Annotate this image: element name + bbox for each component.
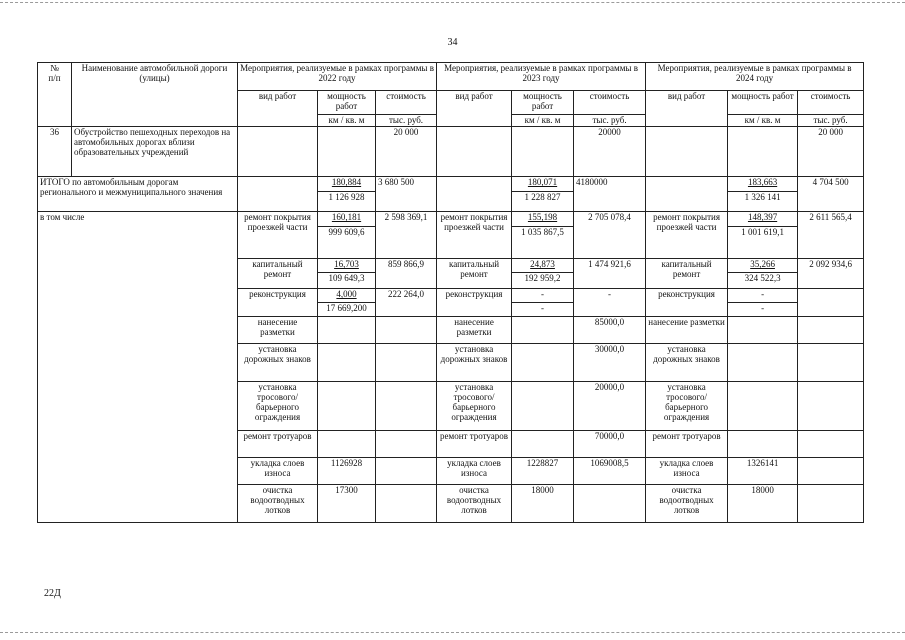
reconstruction-work-2024: реконструкция: [646, 289, 728, 317]
wearing-cap-2022: 1126928: [318, 458, 376, 485]
repair-cap-2024-km: 148,397: [728, 212, 798, 227]
header-year-2023: Мероприятия, реализуемые в рамках программы в 2023 году: [437, 63, 646, 91]
signs-work-2024: установка дорожных знаков: [646, 344, 728, 382]
drain-cap-2024: 18000: [728, 485, 798, 523]
marking-work-2024: нанесение разметки: [646, 317, 728, 344]
signs-work-2022: установка дорожных знаков: [238, 344, 318, 382]
total-cost-2024: 4 704 500: [798, 177, 864, 212]
unit-cost-2023: тыс. руб.: [574, 115, 646, 127]
sidewalk-work-2023: ремонт тротуаров: [437, 431, 512, 458]
unit-cost-2024: тыс. руб.: [798, 115, 864, 127]
drain-cap-2022: 17300: [318, 485, 376, 523]
reconstruction-work-2022: реконструкция: [238, 289, 318, 317]
marking-work-2023: нанесение разметки: [437, 317, 512, 344]
row36-cost-2022: 20 000: [376, 127, 437, 177]
header-capacity-2024: мощность работ: [728, 91, 798, 115]
capital-work-2023: капитальный ремонт: [437, 259, 512, 289]
total-cap-2023-sqm: 1 228 827: [512, 192, 574, 212]
total-cost-2022: 3 680 500: [376, 177, 437, 212]
reconstruction-cap-2024-km: -: [728, 289, 798, 303]
drain-work-2023: очистка водоотводных лотков: [437, 485, 512, 523]
repair-work-2023: ремонт покрытия проезжей части: [437, 212, 512, 259]
header-work-type-2023: вид работ: [437, 91, 512, 127]
header-work-type-2024: вид работ: [646, 91, 728, 127]
marking-cost-2023: 85000,0: [574, 317, 646, 344]
capital-cost-2024: 2 092 934,6: [798, 259, 864, 289]
capital-cap-2023-km: 24,873: [512, 259, 574, 273]
signs-work-2023: установка дорожных знаков: [437, 344, 512, 382]
row36-num: 36: [38, 127, 72, 177]
row36-cost-2024: 20 000: [798, 127, 864, 177]
drain-work-2024: очистка водоотводных лотков: [646, 485, 728, 523]
wearing-cap-2023: 1228827: [512, 458, 574, 485]
repair-work-2022: ремонт покрытия проезжей части: [238, 212, 318, 259]
reconstruction-cap-2022-km: 4,000: [318, 289, 376, 303]
repair-cap-2022-km: 160,181: [318, 212, 376, 227]
wearing-cap-2024: 1326141: [728, 458, 798, 485]
marking-work-2022: нанесение разметки: [238, 317, 318, 344]
total-cap-2022-km: 180,884: [318, 177, 376, 192]
total-cost-2023: 4180000: [574, 177, 646, 212]
capital-cap-2023-sqm: 192 959,2: [512, 273, 574, 289]
total-cap-2023-km: 180,071: [512, 177, 574, 192]
reconstruction-cap-2024-sqm: -: [728, 303, 798, 317]
capital-cost-2023: 1 474 921,6: [574, 259, 646, 289]
repair-work-2024: ремонт покрытия проезжей части: [646, 212, 728, 259]
unit-capacity-2022: км / кв. м: [318, 115, 376, 127]
unit-cost-2022: тыс. руб.: [376, 115, 437, 127]
total-cap-2024-km: 183,663: [728, 177, 798, 192]
unit-capacity-2024: км / кв. м: [728, 115, 798, 127]
header-capacity-2022: мощность работ: [318, 91, 376, 115]
total-cap-2024-sqm: 1 326 141: [728, 192, 798, 212]
repair-cap-2023-sqm: 1 035 867,5: [512, 227, 574, 259]
capital-work-2024: капитальный ремонт: [646, 259, 728, 289]
header-cost-2022: стоимость: [376, 91, 437, 115]
barrier-work-2023: установка тросового/ барьерного ограждения: [437, 382, 512, 431]
including-label: в том числе: [38, 212, 238, 523]
unit-capacity-2023: км / кв. м: [512, 115, 574, 127]
wearing-work-2023: укладка слоев износа: [437, 458, 512, 485]
capital-cost-2022: 859 866,9: [376, 259, 437, 289]
repair-cap-2022-sqm: 999 609,6: [318, 227, 376, 259]
sidewalk-cost-2023: 70000,0: [574, 431, 646, 458]
header-cost-2023: стоимость: [574, 91, 646, 115]
capital-cap-2022-sqm: 109 649,3: [318, 273, 376, 289]
repair-cost-2022: 2 598 369,1: [376, 212, 437, 259]
reconstruction-cost-2022: 222 264,0: [376, 289, 437, 317]
total-label: ИТОГО по автомобильным дорогам регионального и межмуниципального значения: [38, 177, 238, 212]
footer-code: 22Д: [44, 588, 61, 599]
total-cap-2022-sqm: 1 126 928: [318, 192, 376, 212]
barrier-cost-2023: 20000,0: [574, 382, 646, 431]
header-cost-2024: стоимость: [798, 91, 864, 115]
wearing-work-2022: укладка слоев износа: [238, 458, 318, 485]
wearing-cost-2023: 1069008,5: [574, 458, 646, 485]
header-road-name: Наименование автомобильной дороги (улицы): [72, 63, 238, 127]
scan-edge-bottom: [0, 632, 905, 633]
repair-cap-2023-km: 155,198: [512, 212, 574, 227]
wearing-work-2024: укладка слоев износа: [646, 458, 728, 485]
header-capacity-2023: мощность работ: [512, 91, 574, 115]
repair-cost-2024: 2 611 565,4: [798, 212, 864, 259]
page-number: 34: [447, 37, 458, 48]
reconstruction-work-2023: реконструкция: [437, 289, 512, 317]
sidewalk-work-2022: ремонт тротуаров: [238, 431, 318, 458]
capital-work-2022: капитальный ремонт: [238, 259, 318, 289]
reconstruction-cap-2023-sqm: -: [512, 303, 574, 317]
repair-cap-2024-sqm: 1 001 619,1: [728, 227, 798, 259]
capital-cap-2022-km: 16,703: [318, 259, 376, 273]
scan-edge-top: [0, 2, 905, 3]
sidewalk-work-2024: ремонт тротуаров: [646, 431, 728, 458]
header-year-2024: Мероприятия, реализуемые в рамках программы в 2024 году: [646, 63, 864, 91]
reconstruction-cap-2023-km: -: [512, 289, 574, 303]
capital-cap-2024-km: 35,266: [728, 259, 798, 273]
drain-work-2022: очистка водоотводных лотков: [238, 485, 318, 523]
drain-cap-2023: 18000: [512, 485, 574, 523]
capital-cap-2024-sqm: 324 522,3: [728, 273, 798, 289]
signs-cost-2023: 30000,0: [574, 344, 646, 382]
header-num: № п/п: [38, 63, 72, 127]
header-year-2022: Мероприятия, реализуемые в рамках программы в 2022 году: [238, 63, 437, 91]
barrier-work-2024: установка тросового/ барьерного ограждения: [646, 382, 728, 431]
reconstruction-cap-2022-sqm: 17 669,200: [318, 303, 376, 317]
reconstruction-cost-2023: -: [574, 289, 646, 317]
row36-name: Обустройство пешеходных переходов на автомобильных дорогах вблизи образовательных учреждений: [72, 127, 238, 177]
repair-cost-2023: 2 705 078,4: [574, 212, 646, 259]
barrier-work-2022: установка тросового/ барьерного ограждения: [238, 382, 318, 431]
row36-cost-2023: 20000: [574, 127, 646, 177]
header-work-type-2022: вид работ: [238, 91, 318, 127]
program-table: [37, 62, 864, 523]
